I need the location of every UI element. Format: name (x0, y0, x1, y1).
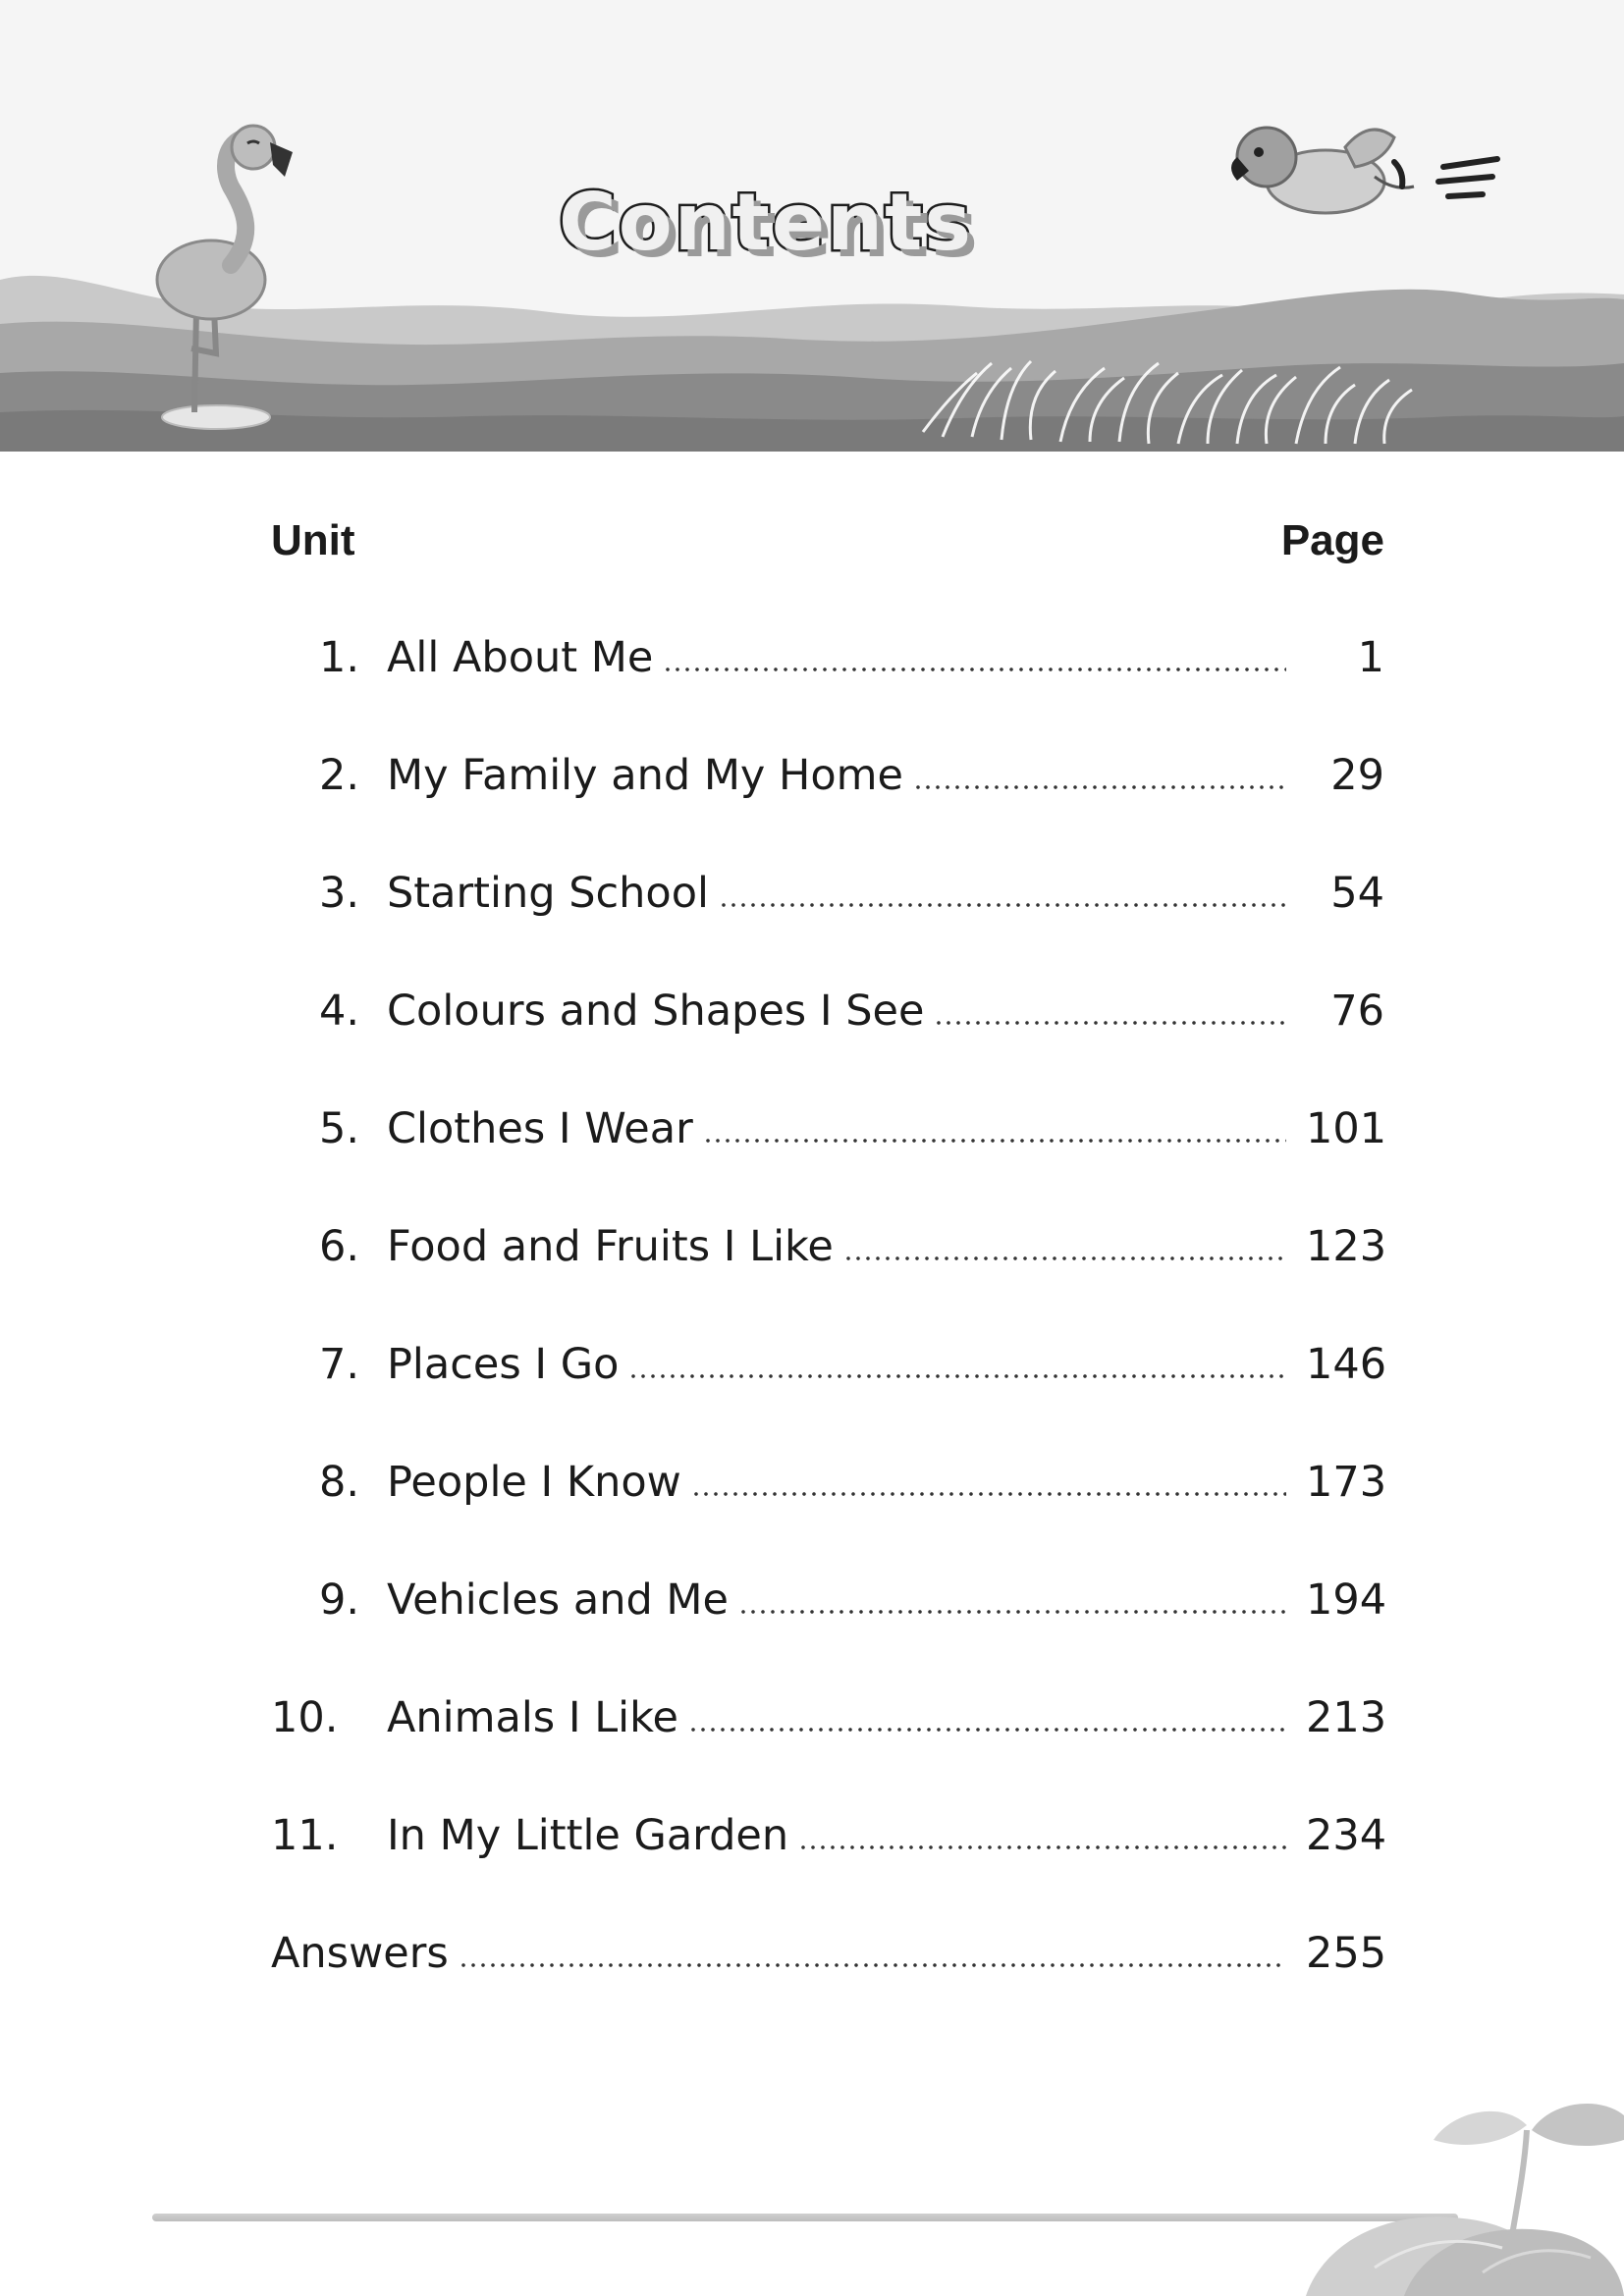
entry-title: In My Little Garden (387, 1811, 789, 1860)
flamingo-illustration (137, 118, 304, 432)
entry-title: Clothes I Wear (387, 1104, 693, 1153)
page-column-header: Page (1280, 516, 1384, 564)
toc-entry-3[interactable] (271, 864, 1384, 982)
toc-entry-2[interactable] (271, 746, 1384, 864)
entry-number: 2. (318, 751, 359, 800)
dot-leader (913, 785, 1286, 789)
page-title: Contents (559, 177, 973, 268)
entry-number: 10. (271, 1693, 339, 1742)
entry-number: 3. (318, 869, 359, 918)
entry-title: Starting School (387, 869, 709, 918)
header-banner (0, 0, 1624, 452)
entry-page: 1 (1357, 633, 1384, 682)
toc-entry-10[interactable] (271, 1688, 1387, 1806)
parrot-illustration (1198, 108, 1522, 245)
entry-page: 173 (1306, 1458, 1387, 1507)
toc-entry-9[interactable] (271, 1571, 1387, 1688)
unit-column-header: Unit (271, 516, 355, 564)
entry-title: Vehicles and Me (387, 1575, 729, 1625)
entry-page: 146 (1306, 1340, 1387, 1389)
toc-entry-11[interactable] (271, 1806, 1387, 1924)
dot-leader (798, 1845, 1286, 1849)
dot-leader (688, 1728, 1286, 1732)
entry-number: 7. (318, 1340, 359, 1389)
toc-entry-1[interactable] (271, 628, 1384, 746)
entry-title: Places I Go (387, 1340, 620, 1389)
dot-leader (691, 1492, 1286, 1496)
dot-leader (459, 1963, 1286, 1967)
entry-page: 123 (1306, 1222, 1387, 1271)
entry-title: My Family and My Home (387, 751, 904, 800)
entry-title: Food and Fruits I Like (387, 1222, 834, 1271)
table-of-contents (271, 628, 1387, 2042)
entry-page: 194 (1306, 1575, 1387, 1625)
entry-page: 54 (1330, 869, 1384, 918)
entry-page: 234 (1306, 1811, 1387, 1860)
dot-leader (628, 1374, 1286, 1378)
entry-title: Colours and Shapes I See (387, 987, 925, 1036)
dot-leader (703, 1139, 1286, 1143)
entry-title: Animals I Like (387, 1693, 678, 1742)
dot-leader (934, 1021, 1286, 1025)
entry-page: 213 (1306, 1693, 1387, 1742)
dot-leader (663, 667, 1286, 671)
entry-page: 255 (1306, 1929, 1387, 1978)
entry-number: 11. (271, 1811, 339, 1860)
leaves-illustration (1267, 2071, 1624, 2296)
entry-number: 6. (318, 1222, 359, 1271)
entry-title: All About Me (387, 633, 654, 682)
entry-number: 5. (318, 1104, 359, 1153)
entry-page: 76 (1330, 987, 1384, 1036)
entry-page: 101 (1306, 1104, 1387, 1153)
dot-leader (738, 1610, 1286, 1614)
entry-title: Answers (271, 1929, 449, 1978)
entry-number: 8. (318, 1458, 359, 1507)
toc-entry-4[interactable] (271, 982, 1384, 1099)
footer-divider (152, 2214, 1458, 2221)
entry-number: 1. (318, 633, 359, 682)
dot-leader (843, 1256, 1286, 1260)
entry-number: 9. (318, 1575, 359, 1625)
toc-entry-6[interactable] (271, 1217, 1387, 1335)
entry-page: 29 (1330, 751, 1384, 800)
toc-entry-8[interactable] (271, 1453, 1387, 1571)
entry-title: People I Know (387, 1458, 681, 1507)
toc-entry-7[interactable] (271, 1335, 1387, 1453)
dot-leader (719, 903, 1286, 907)
entry-number: 4. (318, 987, 359, 1036)
toc-entry-answers[interactable] (271, 1924, 1387, 2042)
toc-entry-5[interactable] (271, 1099, 1387, 1217)
